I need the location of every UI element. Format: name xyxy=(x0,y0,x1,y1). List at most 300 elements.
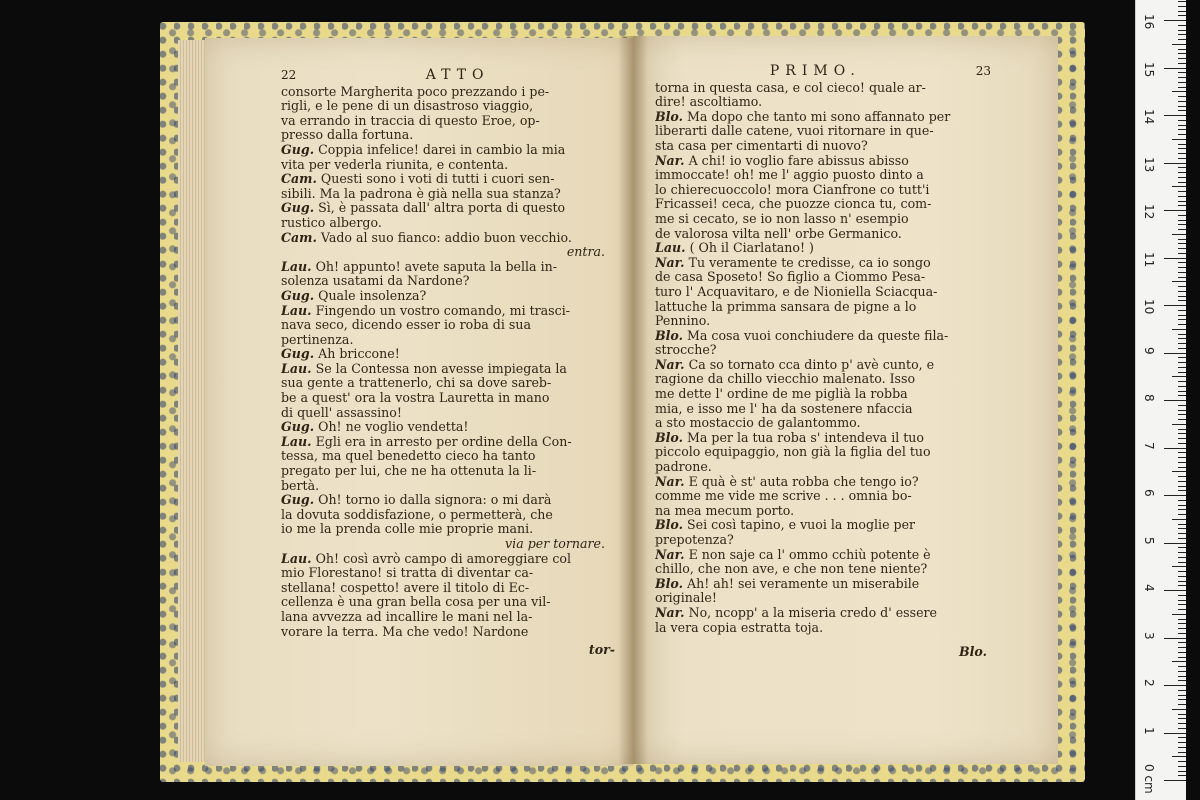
ruler-tick xyxy=(1178,438,1186,439)
ruler-tick xyxy=(1164,495,1186,496)
ruler-tick xyxy=(1178,581,1186,582)
ruler-tick xyxy=(1178,296,1186,297)
ruler-tick xyxy=(1178,481,1186,482)
text-line xyxy=(281,362,619,377)
ruler-tick xyxy=(1178,96,1186,97)
ruler-tick xyxy=(1178,334,1186,335)
ruler-tick xyxy=(1178,220,1186,221)
text-line xyxy=(281,347,619,362)
speaker-label: Nar. xyxy=(655,474,685,489)
line-text: stellana! cospetto! avere il titolo di Ec- xyxy=(281,580,530,595)
ruler-tick xyxy=(1178,277,1186,278)
ruler-tick xyxy=(1178,49,1186,50)
text-line xyxy=(655,548,991,563)
line-text: Vado al suo fianco: addio buon vecchio. xyxy=(320,230,572,245)
stage-direction: entra. xyxy=(566,244,605,260)
ruler-tick xyxy=(1178,723,1186,724)
right-catchword: Blo. xyxy=(959,644,987,660)
ruler-tick xyxy=(1178,761,1186,762)
ruler-tick xyxy=(1164,210,1186,211)
ruler-tick xyxy=(1178,718,1186,719)
text-line xyxy=(655,285,991,300)
ruler-tick xyxy=(1178,457,1186,458)
text-line xyxy=(655,372,991,387)
line-text: de casa Sposeto! So figlio a Ciommo Pesa- xyxy=(655,270,926,285)
line-text: pertinenza. xyxy=(281,332,354,347)
text-line xyxy=(281,420,619,435)
ruler-tick xyxy=(1178,391,1186,392)
text-line xyxy=(281,449,619,464)
left-running-title: ATTO xyxy=(425,67,490,83)
ruler-tick xyxy=(1178,771,1186,772)
speaker-label: Blo. xyxy=(655,518,683,533)
text-line xyxy=(655,577,991,592)
ruler-tick xyxy=(1178,576,1186,577)
speaker-label: Gug. xyxy=(281,347,315,362)
line-text: de valorosa vilta nell' orbe Germanico. xyxy=(655,226,902,241)
line-text: Quale insolenza? xyxy=(318,288,427,303)
ruler-tick xyxy=(1178,775,1186,776)
ruler-tick xyxy=(1178,676,1186,677)
line-text: E quà è st' auta robba che tengo io? xyxy=(688,474,919,489)
text-line xyxy=(655,387,991,402)
ruler-tick xyxy=(1178,34,1186,35)
right-page xyxy=(633,36,1058,764)
line-text: lo chierecuoccolo! mora Cianfrone co tutt'i xyxy=(655,182,930,197)
text-line xyxy=(655,81,991,96)
ruler-tick xyxy=(1178,310,1186,311)
ruler-tick xyxy=(1178,39,1186,40)
ruler-tick xyxy=(1178,652,1186,653)
line-text: prepotenza? xyxy=(655,533,734,547)
ruler-tick xyxy=(1164,353,1186,354)
ruler-tick xyxy=(1178,714,1186,715)
ruler-tick xyxy=(1178,30,1186,31)
ruler-tick xyxy=(1178,476,1186,477)
ruler-label: 12 xyxy=(1142,204,1156,220)
right-text-lines xyxy=(655,81,991,636)
ruler-tick xyxy=(1178,604,1186,605)
left-page xyxy=(205,38,633,766)
ruler-tick xyxy=(1178,172,1186,173)
line-text: tessa, ma quel benedetto cieco ha tanto xyxy=(281,449,536,464)
ruler-tick xyxy=(1178,514,1186,515)
ruler-label: 6 xyxy=(1142,489,1156,497)
ruler-tick xyxy=(1178,571,1186,572)
text-line xyxy=(655,95,991,110)
text-line xyxy=(655,358,991,373)
left-page-number: 22 xyxy=(281,68,297,82)
ruler-tick xyxy=(1178,680,1186,681)
text-line xyxy=(281,595,619,610)
speaker-label: Blo. xyxy=(655,576,683,591)
ruler-tick xyxy=(1178,500,1186,501)
ruler-tick xyxy=(1178,286,1186,287)
ruler-tick xyxy=(1178,267,1186,268)
ruler-tick xyxy=(1178,11,1186,12)
speaker-label: Blo. xyxy=(655,328,683,343)
text-line xyxy=(281,522,619,537)
ruler-tick xyxy=(1178,405,1186,406)
text-line xyxy=(655,110,991,125)
ruler-tick xyxy=(1178,243,1186,244)
ruler-tick xyxy=(1164,163,1186,164)
ruler-tick xyxy=(1178,524,1186,525)
line-text: rustico albergo. xyxy=(281,215,382,230)
ruler-tick xyxy=(1178,623,1186,624)
speaker-label: Blo. xyxy=(655,430,683,445)
ruler-tick xyxy=(1172,91,1186,92)
line-text: sibili. Ma la padrona è già nella sua stanza? xyxy=(281,186,561,201)
text-line xyxy=(281,376,619,391)
ruler-label: 15 xyxy=(1142,61,1156,77)
ruler-tick xyxy=(1178,25,1186,26)
ruler-tick xyxy=(1172,709,1186,710)
line-text: Oh! torno io dalla signora: o mi darà xyxy=(318,493,552,508)
line-text: la dovuta soddisfazione, o permetterà, che xyxy=(281,507,553,522)
ruler-label: 1 xyxy=(1142,726,1156,735)
ruler-tick xyxy=(1164,20,1186,21)
ruler-tick xyxy=(1178,547,1186,548)
ruler-tick xyxy=(1178,201,1186,202)
text-line xyxy=(655,533,991,548)
speaker-label: Nar. xyxy=(655,153,685,168)
line-text: Ma dopo che tanto mi sono affannato per xyxy=(687,109,951,124)
text-line xyxy=(655,197,991,212)
line-text: na mea mecum porto. xyxy=(655,503,795,518)
ruler-tick xyxy=(1164,638,1186,639)
ruler-tick xyxy=(1178,443,1186,444)
ruler-tick xyxy=(1178,433,1186,434)
text-line xyxy=(281,552,619,567)
line-text: di quell' assassino! xyxy=(281,405,402,420)
ruler-tick xyxy=(1178,538,1186,539)
line-text: E non saje ca l' ommo cchiù potente è xyxy=(688,547,931,562)
ruler-tick xyxy=(1178,690,1186,691)
line-text: Sei così tapino, e vuoi la moglie per xyxy=(687,518,916,533)
ruler-label: 16 xyxy=(1142,14,1156,30)
ruler-tick xyxy=(1172,329,1186,330)
ruler-tick xyxy=(1178,1,1186,2)
ruler-tick xyxy=(1178,77,1186,78)
ruler-tick xyxy=(1178,766,1186,767)
ruler-tick xyxy=(1172,186,1186,187)
ruler-tick xyxy=(1178,452,1186,453)
ruler-tick xyxy=(1178,101,1186,102)
text-line xyxy=(281,158,619,173)
ruler-tick xyxy=(1178,699,1186,700)
ruler-tick xyxy=(1178,87,1186,88)
line-text: va errando in traccia di questo Eroe, op- xyxy=(281,113,540,128)
line-text: A chi! io voglio fare abissus abisso xyxy=(688,153,909,168)
text-line xyxy=(281,289,619,304)
ruler-tick xyxy=(1178,429,1186,430)
ruler-tick xyxy=(1178,619,1186,620)
ruler-tick xyxy=(1178,129,1186,130)
text-line xyxy=(281,231,619,246)
speaker-label: Lau. xyxy=(281,434,312,449)
text-line xyxy=(281,333,619,348)
line-text: chillo, che non ave, e che non tene niente? xyxy=(655,562,928,577)
ruler-tick xyxy=(1178,319,1186,320)
ruler-tick xyxy=(1178,153,1186,154)
line-text: padrone. xyxy=(655,460,712,475)
ruler-tick xyxy=(1178,633,1186,634)
text-line xyxy=(655,256,991,271)
right-running-head xyxy=(655,64,991,79)
text-line xyxy=(281,172,619,187)
text-line xyxy=(281,274,619,289)
line-text: Tu veramente te credisse, ca io songo xyxy=(688,255,931,270)
ruler-tick xyxy=(1164,68,1186,69)
ruler-tick xyxy=(1178,348,1186,349)
ruler-tick xyxy=(1178,642,1186,643)
right-page-text xyxy=(655,64,991,660)
line-text: Oh! appunto! avete saputa la bella in- xyxy=(315,259,557,274)
speaker-label: Gug. xyxy=(281,201,315,216)
line-text: Coppia infelice! darei in cambio la mia xyxy=(318,142,566,157)
line-text: ragione da chillo viecchio malenato. Isso xyxy=(655,372,916,387)
speaker-label: Nar. xyxy=(655,547,685,562)
line-text: Se la Contessa non avesse impiegata la xyxy=(315,361,567,376)
line-text: Ma per la tua roba s' intendeva il tuo xyxy=(687,430,925,445)
line-text: ( Oh il Ciarlatano! ) xyxy=(689,241,814,256)
line-text: io me la prenda colle mie proprie mani. xyxy=(281,522,534,537)
line-text: liberarti dalle catene, vuoi ritornare in que- xyxy=(655,124,934,139)
ruler-tick xyxy=(1178,704,1186,705)
line-text: vita per vederla riunita, e contenta. xyxy=(281,157,509,172)
ruler-tick xyxy=(1178,695,1186,696)
text-line xyxy=(655,139,991,154)
speaker-label: Lau. xyxy=(281,303,312,318)
ruler-tick xyxy=(1178,410,1186,411)
ruler-tick xyxy=(1178,262,1186,263)
text-line xyxy=(655,270,991,285)
ruler-tick xyxy=(1172,424,1186,425)
text-line xyxy=(655,212,991,227)
text-line xyxy=(655,591,991,606)
line-text: No, ncopp' a la miseria credo d' essere xyxy=(688,605,938,620)
text-line xyxy=(655,489,991,504)
ruler-tick xyxy=(1172,281,1186,282)
line-text: me dette l' ordine de me piglià la robba xyxy=(655,387,908,402)
ruler-tick xyxy=(1178,324,1186,325)
ruler-tick xyxy=(1172,519,1186,520)
line-text: Ah briccone! xyxy=(318,347,400,362)
text-line xyxy=(281,508,619,523)
speaker-label: Gug. xyxy=(281,288,315,303)
ruler-label: 5 xyxy=(1142,536,1156,545)
ruler-tick xyxy=(1178,386,1186,387)
speaker-label: Nar. xyxy=(655,255,685,270)
text-line xyxy=(655,475,991,490)
ruler-tick xyxy=(1178,239,1186,240)
ruler-tick xyxy=(1178,509,1186,510)
text-line xyxy=(655,168,991,183)
ruler-tick xyxy=(1164,543,1186,544)
text-line xyxy=(655,227,991,242)
line-text: me si cecato, se io non lasso n' esempio xyxy=(655,211,909,226)
line-text: sta casa per cimentarti di nuovo? xyxy=(655,138,868,153)
ruler-tick xyxy=(1164,780,1186,781)
ruler-tick xyxy=(1178,72,1186,73)
ruler-tick xyxy=(1178,414,1186,415)
ruler-tick xyxy=(1178,505,1186,506)
ruler-tick xyxy=(1178,177,1186,178)
ruler-tick xyxy=(1178,666,1186,667)
text-line xyxy=(281,391,619,406)
ruler-tick xyxy=(1178,595,1186,596)
text-line xyxy=(655,241,991,256)
text-line xyxy=(655,445,991,460)
ruler-tick xyxy=(1178,110,1186,111)
line-text: Egli era in arresto per ordine della Con- xyxy=(315,434,572,449)
ruler-tick xyxy=(1178,742,1186,743)
line-text: Fricassei! ceca, che puozze cionca tu, com- xyxy=(655,197,932,212)
ruler-tick xyxy=(1178,63,1186,64)
ruler-tick xyxy=(1178,490,1186,491)
text-line xyxy=(655,431,991,446)
speaker-label: Cam. xyxy=(281,172,317,187)
ruler-tick xyxy=(1178,196,1186,197)
line-text: Oh! ne voglio vendetta! xyxy=(318,420,469,435)
line-text: comme me vide me scrive . . . omnia bo- xyxy=(655,489,912,504)
line-text: solenza usatami da Nardone? xyxy=(281,274,470,289)
text-line xyxy=(655,402,991,417)
line-text: pregato per lui, che ne ha ottenuta la li- xyxy=(281,464,537,479)
ruler-tick xyxy=(1164,733,1186,734)
ruler-tick xyxy=(1178,486,1186,487)
line-text: Pennino. xyxy=(655,314,711,329)
ruler-label: 11 xyxy=(1142,251,1156,267)
speaker-label: Gug. xyxy=(281,142,315,157)
left-page-text xyxy=(281,68,619,658)
text-line xyxy=(281,493,619,508)
ruler-tick xyxy=(1178,343,1186,344)
speaker-label: Gug. xyxy=(281,493,315,508)
text-line xyxy=(281,318,619,333)
ruler-tick xyxy=(1178,158,1186,159)
ruler-tick xyxy=(1178,272,1186,273)
ruler-tick xyxy=(1178,134,1186,135)
ruler-tick xyxy=(1164,590,1186,591)
ruler-tick xyxy=(1178,728,1186,729)
ruler-tick xyxy=(1178,381,1186,382)
text-line xyxy=(655,621,991,636)
line-text: Questi sono i voti di tutti i cuori sen- xyxy=(320,172,555,187)
ruler-tick xyxy=(1178,557,1186,558)
line-text: Ma cosa vuoi conchiudere da queste fila- xyxy=(687,328,949,343)
line-text: Ah! ah! sei veramente un miserabile xyxy=(687,576,920,591)
stage-direction: via per tornare. xyxy=(505,536,605,551)
text-line xyxy=(655,606,991,621)
line-text: lattuche la primma sansara de pigne a lo xyxy=(655,299,917,314)
ruler-tick xyxy=(1178,6,1186,7)
speaker-label: Lau. xyxy=(655,241,686,256)
speaker-label: Blo. xyxy=(655,109,683,124)
ruler-tick xyxy=(1178,82,1186,83)
ruler-tick xyxy=(1172,139,1186,140)
line-text: piccolo equipaggio, non già la figlia del tuo xyxy=(655,445,931,460)
ruler-tick xyxy=(1178,367,1186,368)
text-line xyxy=(281,304,619,319)
line-text: la vera copia estratta toja. xyxy=(655,620,824,635)
ruler-tick xyxy=(1172,376,1186,377)
ruler-tick xyxy=(1172,566,1186,567)
ruler-tick xyxy=(1172,234,1186,235)
ruler-label: 4 xyxy=(1142,584,1156,592)
text-line xyxy=(655,314,991,329)
ruler-tick xyxy=(1178,182,1186,183)
line-text: bertà. xyxy=(281,478,320,493)
line-text: mia, e isso me l' ha da sostenere nfaccia xyxy=(655,401,913,416)
text-line xyxy=(655,518,991,533)
line-text: presso dalla fortuna. xyxy=(281,128,414,143)
line-text: dire! ascoltiamo. xyxy=(655,95,763,110)
ruler-tick xyxy=(1178,562,1186,563)
left-running-head xyxy=(281,68,619,83)
text-line xyxy=(281,464,619,479)
ruler-tick xyxy=(1178,657,1186,658)
text-line xyxy=(281,435,619,450)
ruler-tick xyxy=(1178,148,1186,149)
ruler-tick xyxy=(1178,125,1186,126)
line-text: rigli, e le pene di un disastroso viaggio, xyxy=(281,99,534,114)
text-line xyxy=(281,187,619,202)
line-text: consorte Margherita poco prezzando i pe- xyxy=(281,84,550,99)
text-line xyxy=(281,128,619,143)
ruler-tick xyxy=(1178,53,1186,54)
ruler-tick xyxy=(1178,357,1186,358)
text-line xyxy=(281,85,619,100)
ruler-tick xyxy=(1178,15,1186,16)
text-line xyxy=(655,562,991,577)
book-gutter xyxy=(618,36,648,764)
ruler-unit-label: 0 cm xyxy=(1142,764,1156,794)
ruler-tick xyxy=(1178,215,1186,216)
ruler-tick xyxy=(1178,585,1186,586)
right-page-number: 23 xyxy=(975,64,991,78)
line-text: be a quest' ora la vostra Lauretta in mano xyxy=(281,391,550,406)
text-line xyxy=(281,406,619,421)
ruler-tick xyxy=(1178,600,1186,601)
ruler-tick xyxy=(1178,419,1186,420)
ruler-tick xyxy=(1178,291,1186,292)
ruler-tick xyxy=(1178,671,1186,672)
ruler-tick xyxy=(1164,115,1186,116)
speaker-label: Lau. xyxy=(281,259,312,274)
ruler-tick xyxy=(1164,448,1186,449)
ruler-tick xyxy=(1178,533,1186,534)
ruler-tick xyxy=(1178,467,1186,468)
text-line xyxy=(655,343,991,358)
ruler-tick xyxy=(1178,647,1186,648)
ruler-tick xyxy=(1164,400,1186,401)
speaker-label: Lau. xyxy=(281,551,312,566)
line-text: mio Florestano! si tratta di diventar ca- xyxy=(281,566,534,581)
left-catchword: tor- xyxy=(588,642,615,658)
ruler-tick xyxy=(1178,372,1186,373)
ruler-tick xyxy=(1164,305,1186,306)
text-line xyxy=(281,479,619,494)
text-line xyxy=(281,201,619,216)
right-running-title: PRIMO. xyxy=(769,63,861,79)
ruler-tick xyxy=(1178,106,1186,107)
ruler-tick xyxy=(1178,462,1186,463)
ruler-tick xyxy=(1178,609,1186,610)
ruler-tick xyxy=(1178,191,1186,192)
line-text: nava seco, dicendo esser io roba di sua xyxy=(281,318,531,333)
